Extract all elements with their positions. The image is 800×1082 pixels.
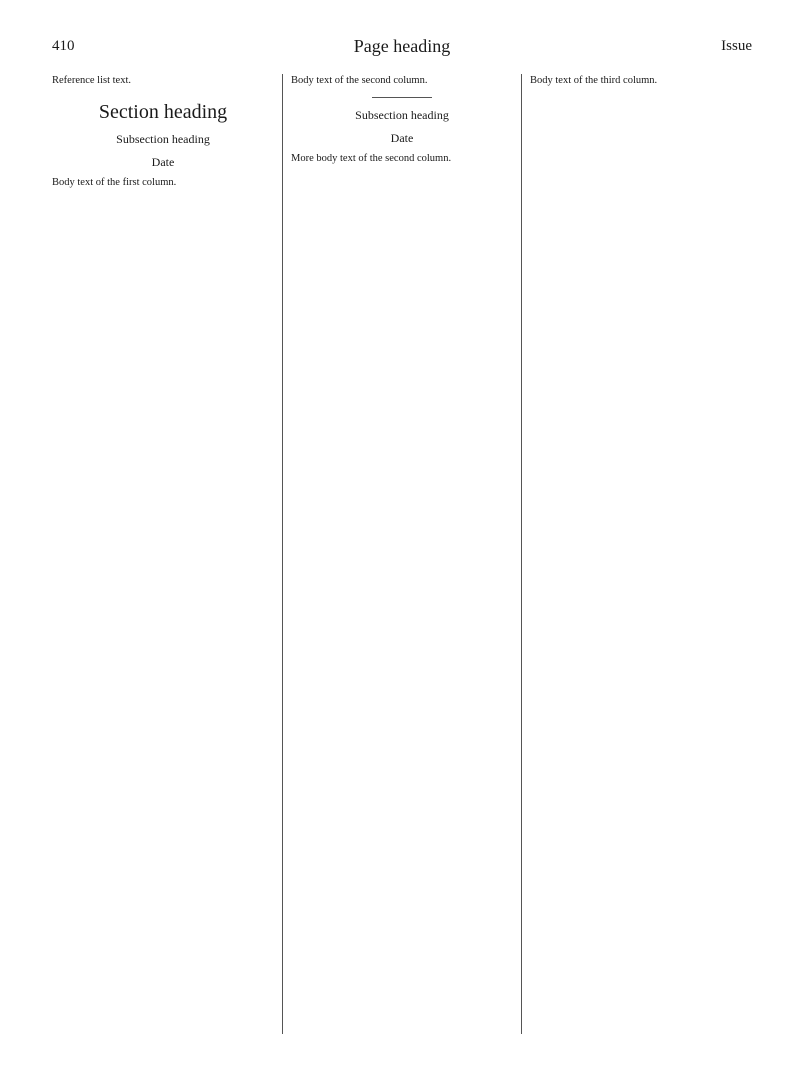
separator	[372, 97, 432, 98]
issue-number: Issue	[721, 38, 752, 54]
article-columns	[52, 74, 752, 1034]
body-text: Body text of the third column.	[530, 75, 658, 86]
session-date: Date	[151, 155, 175, 169]
subsection-title: Subsection heading	[116, 132, 210, 146]
masthead: Page heading	[353, 36, 451, 56]
column-3	[530, 74, 752, 1034]
page-header	[52, 36, 752, 60]
body-text: Body text of the first column.	[52, 177, 177, 188]
page-number: 410	[52, 38, 75, 54]
section-title: Section heading	[98, 101, 228, 123]
body-text: Body text of the second column.	[291, 75, 428, 86]
column-rule	[282, 74, 283, 1034]
column-rule	[521, 74, 522, 1034]
reference-list: Reference list text.	[52, 75, 132, 86]
newspaper-page	[52, 36, 752, 1046]
column-2	[291, 74, 513, 1034]
session-date: Date	[390, 131, 414, 145]
body-text: More body text of the second column.	[291, 153, 452, 164]
subsection-title: Subsection heading	[355, 108, 449, 122]
column-1	[52, 74, 274, 1034]
